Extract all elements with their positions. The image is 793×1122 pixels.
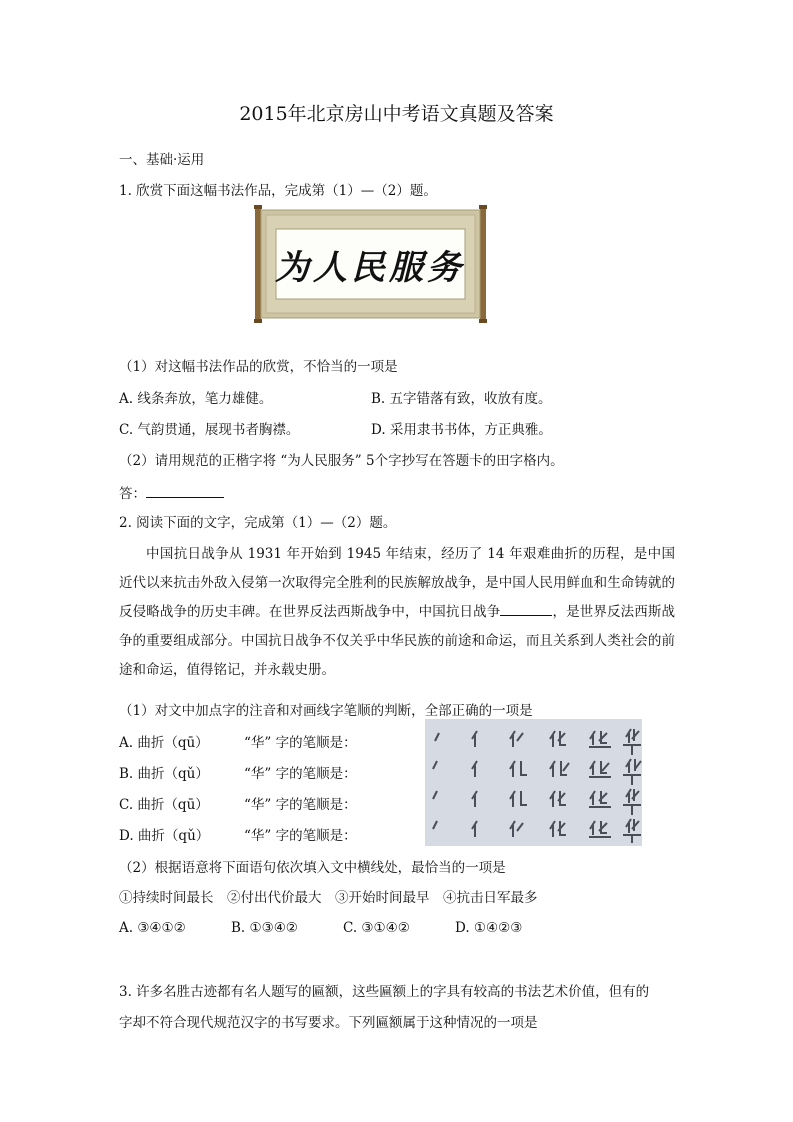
q1-sub2: （2）请用规范的正楷字将 “为人民服务” 5个字抄写在答题卡的田字格内。	[119, 453, 564, 469]
q2-choice-d: D. ①④②③	[455, 920, 523, 936]
q2-option-c: C. 曲折（qū）	[119, 797, 209, 813]
answer-blank	[146, 483, 224, 498]
q2-phrases: ①持续时间最长 ②付出代价最大 ③开始时间最早 ④抗击日军最多	[119, 890, 538, 906]
passage-part-1: 中国抗日战争从 1931 年开始到 1945 年结束，经历了 14 年艰难曲折的历程，是中国近代以来抗击外敌入侵第一次取得完全胜利的民族解放战争，是中国人民用鲜血和生命铸就的反侵略战争的历史丰碑。在世界反法西斯战争中，中国抗日战争	[119, 546, 675, 620]
q2-option-a-stroke: “华” 字的笔顺是：	[244, 735, 357, 751]
q3-line-1: 3. 许多名胜古迹都有名人题写的匾额，这些匾额上的字具有较高的书法艺术价值，但有的	[119, 984, 650, 1000]
q2-choice-b: B. ①③④②	[231, 920, 298, 936]
page-title: 2015年北京房山中考语文真题及答案	[239, 103, 554, 125]
q2-choice-c: C. ③①④②	[343, 920, 410, 936]
stroke-order-image	[425, 719, 642, 846]
answer-label: 答：	[119, 486, 146, 502]
q2-option-b-stroke: “华” 字的笔顺是：	[244, 766, 357, 782]
q2-option-d: D. 曲折（qǔ）	[119, 828, 210, 844]
q2-option-c-stroke: “华” 字的笔顺是：	[244, 797, 357, 813]
q2-choice-a: A. ③④①②	[119, 920, 186, 936]
q1-answer-line	[119, 483, 224, 504]
q1-stem: 1. 欣赏下面这幅书法作品，完成第（1）—（2）题。	[119, 183, 437, 199]
q3-line-2: 字却不符合现代规范汉字的书写要求。下列匾额属于这种情况的一项是	[119, 1015, 538, 1031]
section-heading: 一、基础·运用	[119, 152, 205, 168]
q2-option-a: A. 曲折（qū）	[119, 735, 209, 751]
q1-option-b: B. 五字错落有致，收放有度。	[371, 391, 552, 407]
calligraphy-scroll-image	[254, 205, 487, 323]
passage-blank	[500, 601, 552, 616]
q2-sub2: （2）根据语意将下面语句依次填入文中横线处，最恰当的一项是	[119, 860, 506, 876]
q1-sub1: （1）对这幅书法作品的欣赏，不恰当的一项是	[119, 359, 398, 375]
q1-option-d: D. 采用隶书书体，方正典雅。	[371, 422, 552, 438]
q2-option-b: B. 曲折（qǔ）	[119, 766, 209, 782]
q2-option-d-stroke: “华” 字的笔顺是：	[244, 828, 357, 844]
q1-option-a: A. 线条奔放，笔力雄健。	[119, 391, 273, 407]
q2-passage	[119, 540, 675, 685]
q2-stem: 2. 阅读下面的文字，完成第（1）—（2）题。	[119, 515, 397, 531]
calligraphy-text: 为人民服务	[275, 248, 465, 288]
q2-sub1: （1）对文中加点字的注音和对画线字笔顺的判断，全部正确的一项是	[119, 703, 533, 719]
q1-option-c: C. 气韵贯通，展现书者胸襟。	[119, 422, 300, 438]
passage-part-2: ，是世界反法西斯战争的重要组成部分。中国抗日战争不仅关乎中华民族的前途和命运，而且关系到人类社会的前途和命运，值得铭记，并永载史册。	[119, 604, 676, 678]
